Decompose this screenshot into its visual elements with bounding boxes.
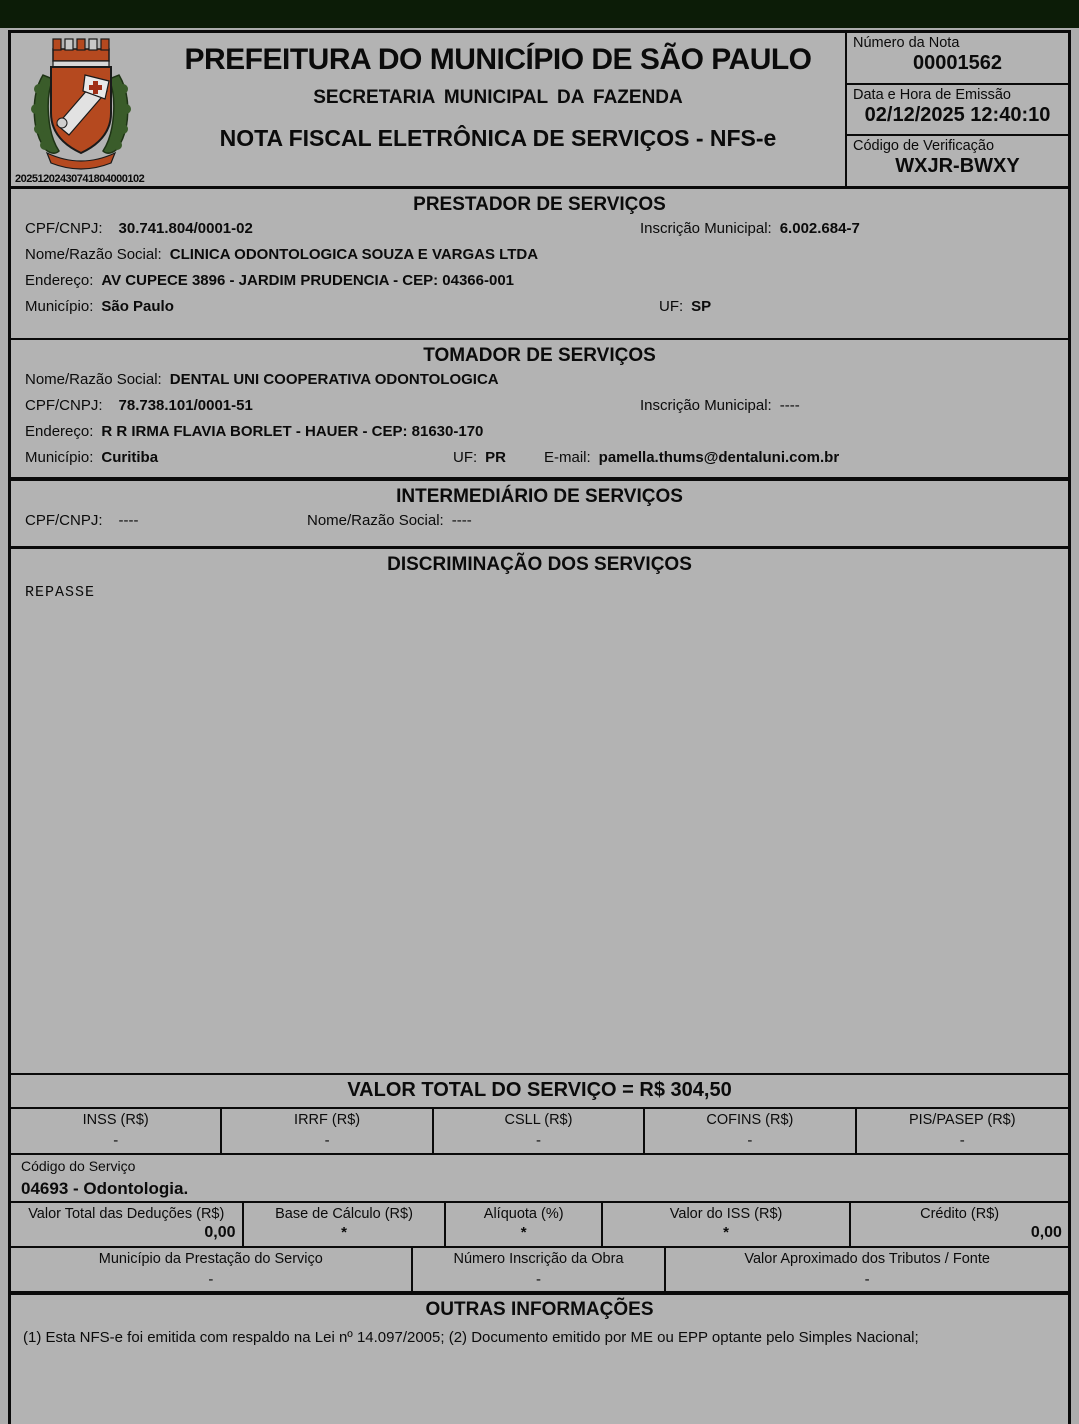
intermediary-name-label: Nome/Razão Social: <box>307 512 444 529</box>
recipient-uf-value: PR <box>485 449 507 466</box>
recipient-email-value: pamella.thums@dentaluni.com.br <box>598 449 840 466</box>
pis-pasep-cell <box>857 1109 1068 1153</box>
emission-datetime-label: Data e Hora de Emissão <box>853 86 1011 103</box>
recipient-section <box>11 338 1068 477</box>
recipient-im-pair <box>640 393 800 419</box>
provider-im-label: Inscrição Municipal: <box>640 220 772 237</box>
provider-address-row <box>11 268 1068 294</box>
iss-calculation-table <box>11 1201 1068 1246</box>
construction-registry-label: Número Inscrição da Obra <box>453 1251 624 1267</box>
sao-paulo-coat-of-arms-icon <box>29 37 133 171</box>
recipient-name-label: Nome/Razão Social: <box>25 371 162 388</box>
intermediary-cnpj-label: CPF/CNPJ: <box>25 512 103 529</box>
recipient-uf-pair <box>453 445 506 471</box>
logo-area <box>11 33 151 186</box>
iss-value-label: Valor do ISS (R$) <box>669 1206 783 1222</box>
top-dark-bar <box>0 0 1079 28</box>
cofins-value: - <box>747 1132 753 1149</box>
service-location-table <box>11 1246 1068 1291</box>
recipient-section-title: TOMADOR DE SERVIÇOS <box>423 345 656 366</box>
construction-registry-cell <box>413 1248 667 1291</box>
recipient-im-label: Inscrição Municipal: <box>640 397 772 414</box>
irrf-value: - <box>324 1132 330 1149</box>
document-header <box>11 33 1068 186</box>
iss-value-cell <box>603 1203 851 1246</box>
provider-section <box>11 186 1068 338</box>
provider-cnpj-row <box>11 216 1068 242</box>
recipient-cnpj-row <box>11 393 1068 419</box>
irrf-label: IRRF (R$) <box>294 1112 361 1128</box>
rate-label: Alíquota (%) <box>483 1206 564 1222</box>
other-information-text: (1) Esta NFS-e foi emitida com respaldo na Lei nº 14.097/2005; (2) Documento emitido por ME ou EPP optante pelo Simples Nacional; <box>23 1329 919 1346</box>
emission-datetime-box <box>847 85 1068 137</box>
csll-label: CSLL (R$) <box>504 1112 573 1128</box>
provider-name-value: CLINICA ODONTOLOGICA SOUZA E VARGAS LTDA <box>169 246 539 263</box>
service-city-cell <box>11 1248 413 1291</box>
emission-datetime-value: 02/12/2025 12:40:10 <box>864 103 1051 126</box>
verification-code-label: Código de Verificação <box>853 138 995 155</box>
invoice-meta-box <box>845 33 1068 186</box>
provider-im-pair <box>640 216 860 242</box>
provider-city-value: São Paulo <box>101 298 174 315</box>
recipient-address-row <box>11 419 1068 445</box>
inss-value: - <box>113 1132 119 1149</box>
iss-value-value: * <box>723 1224 729 1241</box>
irrf-cell <box>222 1109 433 1153</box>
provider-uf-value: SP <box>691 298 712 315</box>
calc-base-cell <box>244 1203 447 1246</box>
credit-label: Crédito (R$) <box>920 1206 1000 1222</box>
provider-section-title: PRESTADOR DE SERVIÇOS <box>413 194 666 215</box>
recipient-name-value: DENTAL UNI COOPERATIVA ODONTOLOGICA <box>169 371 499 388</box>
recipient-email-label: E-mail: <box>544 449 591 466</box>
approx-taxes-label: Valor Aproximado dos Tributos / Fonte <box>744 1251 990 1267</box>
inss-cell <box>11 1109 222 1153</box>
credit-cell <box>851 1203 1068 1246</box>
intermediary-section-title: INTERMEDIÁRIO DE SERVIÇOS <box>396 486 683 507</box>
other-information-title: OUTRAS INFORMAÇÕES <box>425 1299 654 1320</box>
recipient-city-label: Município: <box>25 449 94 466</box>
provider-name-label: Nome/Razão Social: <box>25 246 162 263</box>
provider-address-value: AV CUPECE 3896 - JARDIM PRUDENCIA - CEP: 04366-001 <box>101 272 515 289</box>
document-type-title: NOTA FISCAL ELETRÔNICA DE SERVIÇOS - NFS-e <box>219 125 777 151</box>
pis-pasep-label: PIS/PASEP (R$) <box>908 1112 1016 1128</box>
recipient-city-value: Curitiba <box>101 449 159 466</box>
recipient-cnpj-label: CPF/CNPJ: <box>25 397 103 414</box>
service-code-value: 04693 - Odontologia. <box>21 1179 189 1198</box>
provider-im-value: 6.002.684-7 <box>779 220 860 237</box>
service-description-title: DISCRIMINAÇÃO DOS SERVIÇOS <box>387 554 692 575</box>
intermediary-name-pair <box>307 508 472 534</box>
pis-pasep-value: - <box>959 1132 965 1149</box>
rate-value: * <box>520 1224 527 1241</box>
inss-label: INSS (R$) <box>82 1112 149 1128</box>
invoice-control-number: 20251202430741804000102 <box>15 173 145 185</box>
intermediary-cnpj-value: ---- <box>118 512 139 529</box>
service-description-text: REPASSE <box>25 584 96 601</box>
intermediary-cnpj-row <box>11 508 1068 534</box>
recipient-address-value: R R IRMA FLAVIA BORLET - HAUER - CEP: 81630-170 <box>101 423 484 440</box>
deductions-value: 0,00 <box>204 1224 236 1241</box>
cofins-label: COFINS (R$) <box>706 1112 794 1128</box>
city-hall-title: PREFEITURA DO MUNICÍPIO DE SÃO PAULO <box>184 43 812 76</box>
invoice-number-label: Número da Nota <box>853 35 960 51</box>
service-city-value: - <box>208 1271 214 1288</box>
csll-value: - <box>535 1132 541 1149</box>
approx-taxes-value: - <box>864 1271 870 1288</box>
deductions-cell <box>11 1203 244 1246</box>
rate-cell <box>446 1203 602 1246</box>
total-value-banner: VALOR TOTAL DO SERVIÇO = R$ 304,50 <box>11 1073 1068 1107</box>
withholding-taxes-table <box>11 1107 1068 1153</box>
recipient-uf-label: UF: <box>453 449 478 466</box>
service-code-section <box>11 1153 1068 1201</box>
invoice-number-value: 00001562 <box>913 52 1002 74</box>
deductions-label: Valor Total das Deduções (R$) <box>28 1206 225 1222</box>
provider-cnpj-value: 30.741.804/0001-02 <box>118 220 253 237</box>
calc-base-value: * <box>341 1224 347 1241</box>
secretariat-subtitle: SECRETARIA MUNICIPAL DA FAZENDA <box>313 87 683 108</box>
recipient-cnpj-value: 78.738.101/0001-51 <box>118 397 253 414</box>
recipient-name-row <box>11 367 1068 393</box>
recipient-city-row <box>11 445 1068 471</box>
provider-address-label: Endereço: <box>25 272 94 289</box>
calc-base-label: Base de Cálculo (R$) <box>275 1206 413 1222</box>
service-city-label: Município da Prestação do Serviço <box>98 1251 323 1267</box>
provider-city-label: Município: <box>25 298 94 315</box>
verification-code-value: WXJR-BWXY <box>895 155 1020 178</box>
nfse-document <box>8 30 1071 1424</box>
recipient-address-label: Endereço: <box>25 423 94 440</box>
provider-cnpj-label: CPF/CNPJ: <box>25 220 103 237</box>
recipient-email-pair <box>544 445 839 471</box>
provider-city-row <box>11 294 1068 320</box>
invoice-number-box <box>847 33 1068 85</box>
provider-uf-pair <box>659 294 711 320</box>
cofins-cell <box>645 1109 856 1153</box>
construction-registry-value: - <box>535 1271 541 1288</box>
provider-name-row <box>11 242 1068 268</box>
provider-uf-label: UF: <box>659 298 684 315</box>
verification-code-box <box>847 136 1068 186</box>
header-titles <box>151 33 845 186</box>
recipient-im-value: ---- <box>779 397 800 414</box>
credit-value: 0,00 <box>1030 1224 1062 1241</box>
other-information-section <box>11 1291 1068 1424</box>
service-code-label: Código do Serviço <box>21 1158 136 1174</box>
intermediary-section <box>11 477 1068 546</box>
csll-cell <box>434 1109 645 1153</box>
service-description-section <box>11 546 1068 1073</box>
intermediary-name-value: ---- <box>451 512 472 529</box>
approx-taxes-cell <box>666 1248 1068 1291</box>
